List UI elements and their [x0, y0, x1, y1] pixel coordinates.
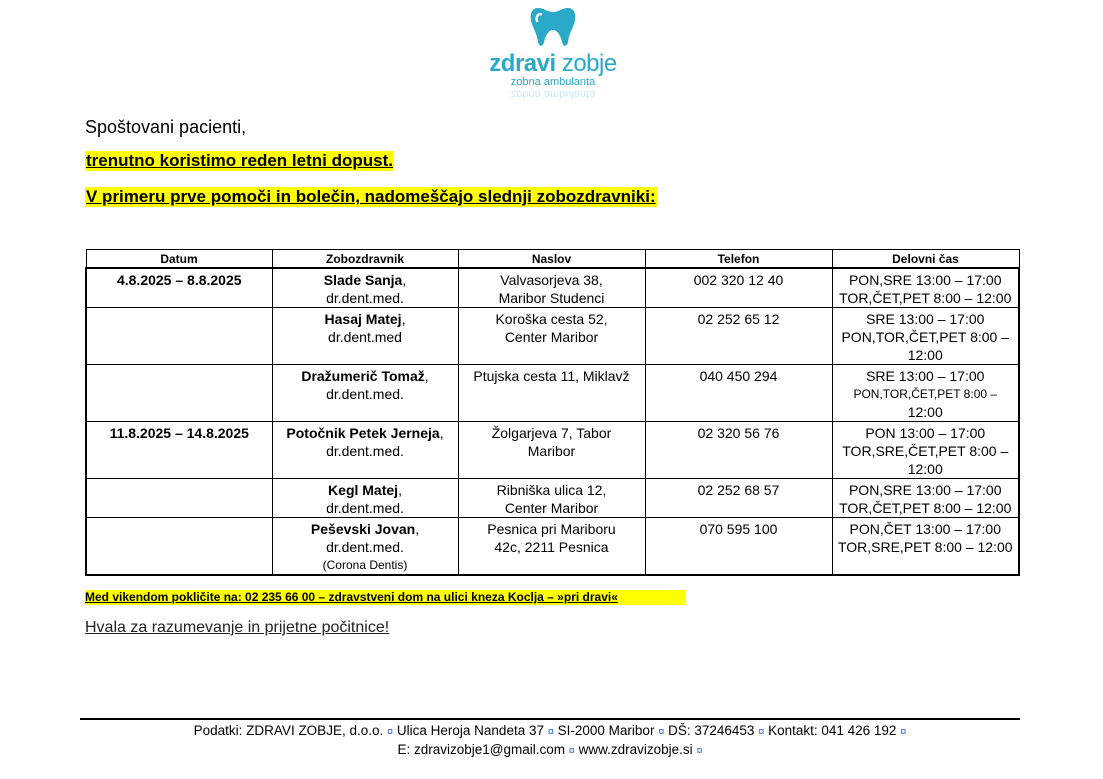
- footer-divider: [80, 718, 1020, 720]
- table-row: [86, 308, 1019, 365]
- table-row: [86, 518, 1019, 576]
- table-row: [86, 479, 1019, 518]
- dentist-title: dr.dent.med.: [326, 290, 404, 306]
- phone-cell: 02 252 68 57: [645, 479, 832, 518]
- address-line: Maribor Studenci: [498, 290, 605, 306]
- date-cell: [86, 308, 272, 365]
- address-cell: [458, 268, 645, 308]
- logo: [478, 4, 628, 108]
- dentist-title: dr.dent.med: [328, 329, 402, 345]
- hours-line: PON,SRE 13:00 – 17:00: [848, 272, 1002, 288]
- brand-name: zdravi zobje: [489, 50, 617, 77]
- separator-icon: ¤: [758, 726, 765, 738]
- hours-line: 12:00: [907, 461, 943, 477]
- table-row: [86, 268, 1019, 308]
- hours-line: SRE 13:00 – 17:00: [866, 311, 985, 327]
- separator-icon: ¤: [696, 745, 703, 757]
- dentist-cell: Dražumerič Tomaž, dr.dent.med.: [272, 365, 458, 422]
- brand-subtitle: zobna ambulanta: [510, 76, 596, 88]
- date-cell: 11.8.2025 – 14.8.2025: [86, 422, 272, 479]
- footer-item: Podatki: ZDRAVI ZOBJE, d.o.o.: [193, 723, 384, 738]
- hours-cell: [832, 479, 1019, 518]
- hours-line: PON,ČET 13:00 – 17:00: [849, 521, 1001, 537]
- separator-icon: ¤: [387, 726, 394, 738]
- table-row: [86, 365, 1019, 422]
- hours-line: PON,TOR,ČET,PET 8:00 –: [841, 329, 1010, 345]
- hours-cell: [832, 268, 1019, 308]
- address-line: Center Maribor: [504, 329, 599, 345]
- dentist-title: dr.dent.med.: [326, 443, 404, 459]
- hours-cell: [832, 308, 1019, 365]
- hours-line: TOR,SRE,ČET,PET 8:00 –: [842, 443, 1009, 459]
- dentist-name: Potočnik Petek Jerneja: [286, 425, 440, 441]
- hours-line: PON,TOR,ČET,PET 8:00 –: [853, 387, 998, 401]
- address-cell: [458, 365, 645, 422]
- dentist-cell: Hasaj Matej, dr.dent.med: [272, 308, 458, 365]
- hours-line: PON 13:00 – 17:00: [865, 425, 986, 441]
- substitute-notice: V primeru prve pomoči in bolečin, nadomeščajo slednji zobozdravniki:: [86, 187, 656, 206]
- dentist-name: Dražumerič Tomaž: [301, 368, 425, 384]
- dentist-name: Kegl Matej: [328, 482, 399, 498]
- footer-item: Kontakt: 041 426 192: [768, 723, 897, 738]
- address-line: Maribor: [527, 443, 576, 459]
- dentist-title: dr.dent.med.: [326, 500, 404, 516]
- date-cell: [86, 365, 272, 422]
- dentist-name: Slade Sanja: [323, 272, 403, 288]
- table-row: [86, 422, 1019, 479]
- hours-line: TOR,SRE,PET 8:00 – 12:00: [837, 539, 1013, 555]
- weekend-notice: Med vikendom pokličite na: 02 235 66 00 – zdravstveni dom na ulici kneza Koclja – »pri dravi«: [85, 590, 686, 605]
- separator-icon: ¤: [547, 726, 554, 738]
- dentist-name: Hasaj Matej: [324, 311, 402, 327]
- date-cell: [86, 479, 272, 518]
- hours-cell: [832, 422, 1019, 479]
- brand-reflection: zobna ambulanta: [510, 88, 596, 100]
- address-line: Center Maribor: [504, 500, 599, 516]
- phone-cell: 040 450 294: [645, 365, 832, 422]
- address-cell: [458, 518, 645, 576]
- dentist-title: dr.dent.med.: [326, 539, 404, 555]
- address-line: Pesnica pri Mariboru: [487, 521, 616, 537]
- separator-icon: ¤: [658, 726, 665, 738]
- address-line: Valvasorjeva 38,: [500, 272, 603, 288]
- substitute-table: [85, 249, 1020, 576]
- greeting: Spoštovani pacienti,: [85, 117, 247, 137]
- hours-line: PON,SRE 13:00 – 17:00: [848, 482, 1002, 498]
- header-cell: Datum: [86, 250, 272, 269]
- address-line: Ribniška ulica 12,: [496, 482, 607, 498]
- footer-item: DŠ: 37246453: [668, 723, 755, 738]
- footer: [80, 722, 1020, 760]
- dentist-name: Peševski Jovan: [310, 521, 416, 537]
- separator-icon: ¤: [900, 726, 907, 738]
- address-line: Ptujska cesta 11, Miklavž: [473, 368, 630, 384]
- vacation-notice: trenutno koristimo reden letni dopust.: [86, 151, 393, 170]
- hours-line: TOR,ČET,PET 8:00 – 12:00: [839, 500, 1012, 516]
- date-cell: 4.8.2025 – 8.8.2025: [86, 268, 272, 308]
- table-header-row: [86, 250, 1019, 269]
- address-line: Koroška cesta 52,: [495, 311, 608, 327]
- header-cell: Telefon: [645, 250, 832, 269]
- footer-item: SI-2000 Maribor: [557, 723, 655, 738]
- dentist-cell: Potočnik Petek Jerneja, dr.dent.med.: [272, 422, 458, 479]
- address-line: Žolgarjeva 7, Tabor: [491, 425, 612, 441]
- address-line: 42c, 2211 Pesnica: [494, 539, 609, 555]
- hours-line: 12:00: [907, 347, 943, 363]
- thanks-message: Hvala za razumevanje in prijetne počitnice!: [85, 619, 390, 636]
- separator-icon: ¤: [568, 745, 575, 757]
- footer-item: Ulica Heroja Nandeta 37: [396, 723, 544, 738]
- hours-line: SRE 13:00 – 17:00: [866, 368, 985, 384]
- hours-line: TOR,ČET,PET 8:00 – 12:00: [839, 290, 1012, 306]
- address-cell: [458, 308, 645, 365]
- address-cell: [458, 422, 645, 479]
- footer-item: www.zdravizobje.si: [578, 742, 693, 757]
- phone-cell: 002 320 12 40: [645, 268, 832, 308]
- footer-line-2: [80, 741, 1020, 760]
- hours-cell: [832, 365, 1019, 422]
- header-cell: Delovni čas: [832, 250, 1019, 269]
- dentist-title: dr.dent.med.: [326, 386, 404, 402]
- header-cell: Naslov: [458, 250, 645, 269]
- address-cell: [458, 479, 645, 518]
- dentist-cell: Slade Sanja, dr.dent.med.: [272, 268, 458, 308]
- phone-cell: 02 320 56 76: [645, 422, 832, 479]
- dentist-note: (Corona Dentis): [322, 558, 408, 572]
- hours-cell: [832, 518, 1019, 576]
- dentist-cell: Kegl Matej, dr.dent.med.: [272, 479, 458, 518]
- phone-cell: 070 595 100: [645, 518, 832, 576]
- header-cell: Zobozdravnik: [272, 250, 458, 269]
- tooth-icon: [528, 4, 578, 48]
- date-cell: [86, 518, 272, 576]
- hours-line: 12:00: [907, 404, 943, 420]
- phone-cell: 02 252 65 12: [645, 308, 832, 365]
- footer-line-1: [80, 722, 1020, 741]
- footer-item: E: zdravizobje1@gmail.com: [397, 742, 565, 757]
- dentist-cell: Peševski Jovan, dr.dent.med. (Corona Dentis): [272, 518, 458, 576]
